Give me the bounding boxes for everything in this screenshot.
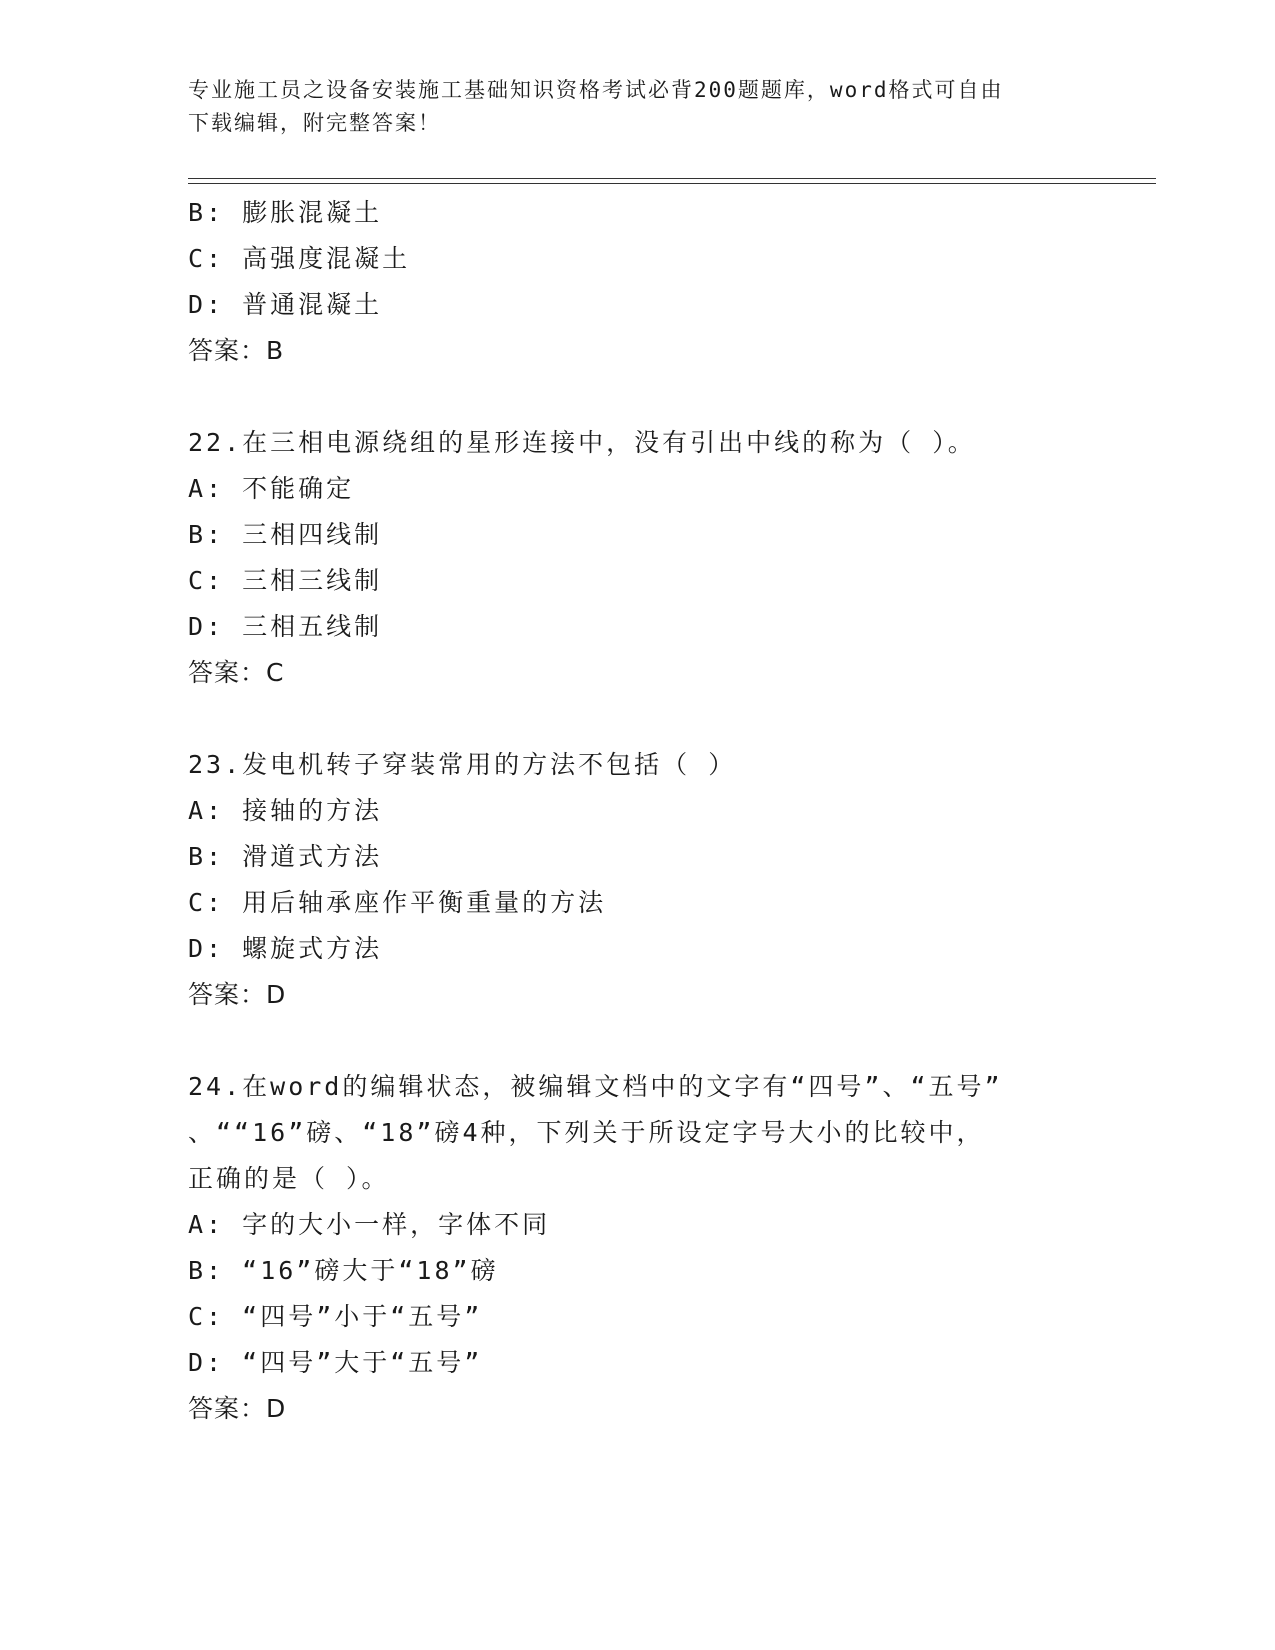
header-divider-bottom [188, 183, 1156, 184]
spacer [188, 1018, 1088, 1064]
question-21-tail [188, 190, 1088, 374]
option-c: C: “四号”小于“五号” [188, 1302, 483, 1331]
question-stem-line-2: 、““16”磅、“18”磅4种，下列关于所设定字号大小的比较中， [188, 1118, 985, 1147]
question-stem: 22.在三相电源绕组的星形连接中，没有引出中线的称为（ ）。 [188, 428, 976, 457]
question-stem: 23.发电机转子穿装常用的方法不包括（ ） [188, 750, 737, 779]
header-divider-top [188, 178, 1156, 179]
option-c: C: 三相三线制 [188, 566, 383, 595]
option-c: C: 用后轴承座作平衡重量的方法 [188, 888, 607, 917]
answer-label: 答案：D [188, 980, 287, 1009]
question-list [188, 190, 1088, 1432]
option-b: B: 三相四线制 [188, 520, 383, 549]
spacer [188, 374, 1088, 420]
document-header [188, 74, 1068, 140]
question-stem-line-3: 正确的是（ ）。 [188, 1164, 390, 1193]
question-stem-line-1: 24.在word的编辑状态，被编辑文档中的文字有“四号”、“五号” [188, 1072, 1003, 1101]
question-22 [188, 420, 1088, 696]
option-d: D: 普通混凝土 [188, 290, 383, 319]
option-a: A: 字的大小一样，字体不同 [188, 1210, 551, 1239]
answer-label: 答案：B [188, 336, 285, 365]
option-c: C: 高强度混凝土 [188, 244, 411, 273]
option-a: A: 不能确定 [188, 474, 355, 503]
question-24 [188, 1064, 1088, 1432]
option-b: B: 膨胀混凝土 [188, 198, 383, 227]
option-d: D: 三相五线制 [188, 612, 383, 641]
option-a: A: 接轴的方法 [188, 796, 383, 825]
question-23 [188, 742, 1088, 1018]
option-d: D: “四号”大于“五号” [188, 1348, 483, 1377]
spacer [188, 696, 1088, 742]
header-line-1: 专业施工员之设备安装施工基础知识资格考试必背200题题库，word格式可自由 [188, 78, 1004, 102]
option-b: B: “16”磅大于“18”磅 [188, 1256, 499, 1285]
option-d: D: 螺旋式方法 [188, 934, 383, 963]
answer-label: 答案：C [188, 658, 285, 687]
option-b: B: 滑道式方法 [188, 842, 383, 871]
header-line-2: 下载编辑，附完整答案！ [188, 111, 441, 135]
answer-label: 答案：D [188, 1394, 287, 1423]
